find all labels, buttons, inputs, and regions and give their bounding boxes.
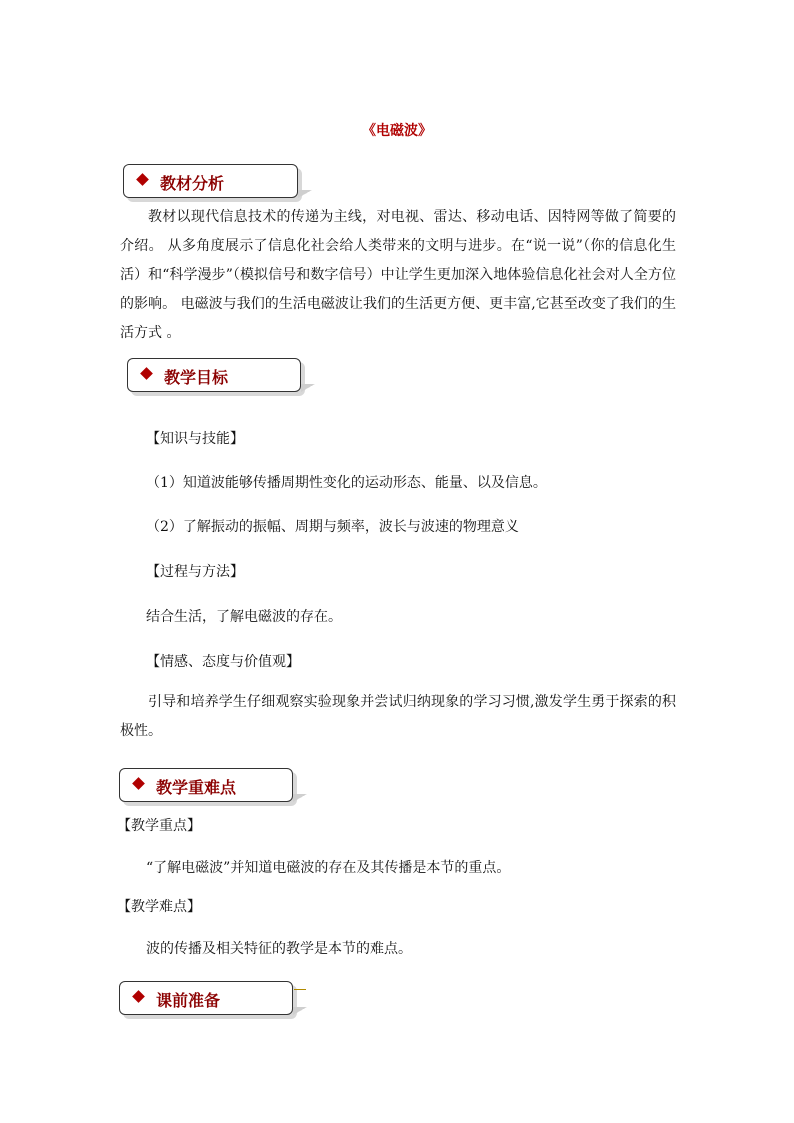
process-heading: 【过程与方法】 — [146, 564, 244, 580]
knowledge-heading: 【知识与技能】 — [146, 431, 244, 447]
section-label: 课前准备 — [156, 991, 221, 1010]
difficulty-text: 波的传播及相关特征的教学是本节的难点。 — [146, 941, 412, 957]
page-title: 《电磁波》 — [362, 123, 432, 139]
section-header-keypoints — [119, 768, 293, 802]
emotion-heading: 【情感、态度与价值观】 — [146, 654, 300, 670]
section-header-preparation — [119, 981, 293, 1015]
section-label: 教学重难点 — [156, 778, 237, 797]
key-heading: 【教学重点】 — [117, 818, 201, 834]
difficulty-heading: 【教学难点】 — [117, 899, 201, 915]
decorative-line — [294, 989, 306, 990]
header-shadow-tail — [293, 794, 307, 802]
process-item-1: 结合生活，了解电磁波的存在。 — [146, 609, 342, 625]
section-label: 教材分析 — [160, 174, 225, 193]
section-header-goals — [127, 358, 301, 392]
diamond-bullet-icon — [140, 367, 153, 380]
key-text: “了解电磁波”并知道电磁波的存在及其传播是本节的重点。 — [146, 860, 511, 876]
section-header-analysis — [123, 164, 298, 198]
analysis-paragraph: 教材以现代信息技术的传递为主线，对电视、雷达、移动电话、因特网等做了简要的介绍。 从多角度展示了信息化社会给人类带来的文明与进步。在“说一说”（你的信息化生活）和“科学漫步”（模拟信号和数字信号）中让学生更加深入地体验信息化社会对人全方位的影响。 电磁波与我们的生活电磁波让我们的生活更方便、更丰富,它甚至改变了我们的生活方式 。 — [120, 209, 676, 341]
emotion-paragraph: 引导和培养学生仔细观察实验现象并尝试归纳现象的学习习惯,激发学生勇于探索的积极性。 — [120, 694, 676, 739]
diamond-bullet-icon — [132, 777, 145, 790]
knowledge-item-1: （1）知道波能够传播周期性变化的运动形态、能量、以及信息。 — [146, 475, 547, 491]
header-shadow-tail — [293, 1007, 307, 1015]
diamond-bullet-icon — [132, 990, 145, 1003]
diamond-bullet-icon — [136, 173, 149, 186]
section-label: 教学目标 — [164, 368, 229, 387]
header-shadow-tail — [301, 384, 315, 392]
knowledge-item-2: （2）了解振动的振幅、周期与频率，波长与波速的物理意义 — [146, 519, 519, 535]
header-shadow-tail — [298, 190, 312, 198]
